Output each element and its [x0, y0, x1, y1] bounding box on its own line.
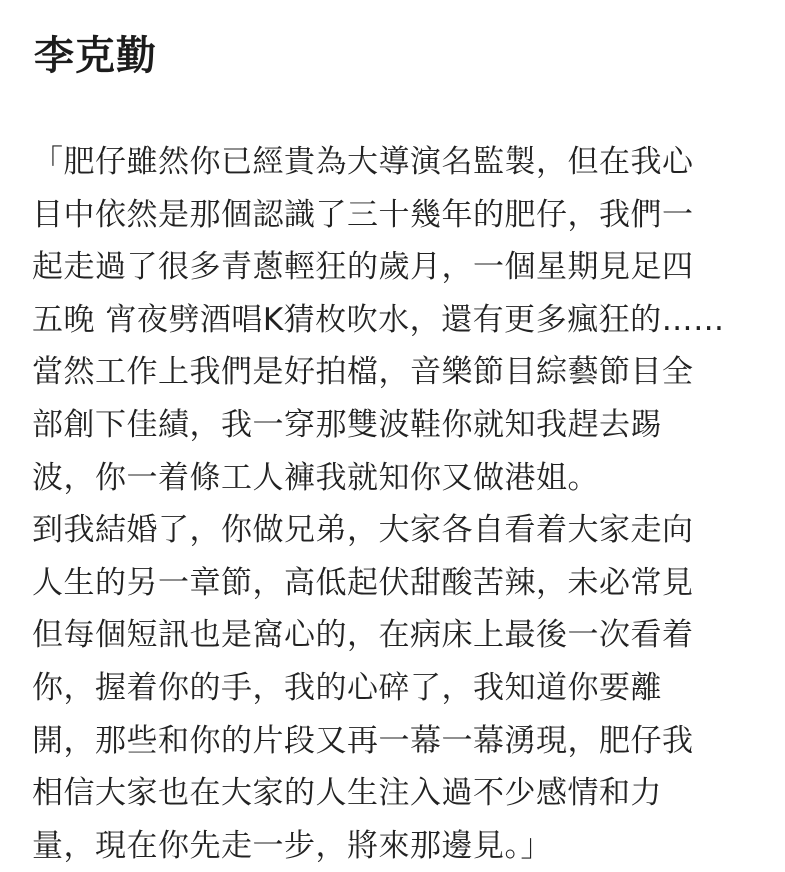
body-line: 起走過了很多青蔥輕狂的歲月，一個星期見足四	[32, 249, 694, 286]
article-body	[32, 136, 772, 872]
body-line: 「肥仔雖然你已經貴為大導演名監製，但在我心	[32, 144, 694, 180]
body-line: 部創下佳績，我一穿那雙波鞋你就知我趕去踢	[32, 406, 662, 443]
body-line: 目中依然是那個認識了三十幾年的肥仔，我們一	[32, 196, 694, 233]
body-line: 相信大家也在大家的人生注入過不少感情和力	[32, 775, 662, 812]
body-line: 當然工作上我們是好拍檔，音樂節目綜藝節目全	[32, 354, 694, 391]
body-line: 波，你一着條工人褲我就知你又做港姐。	[32, 459, 599, 496]
body-line: 到我結婚了，你做兄弟，大家各自看着大家走向	[32, 512, 694, 549]
body-line: 五晚 宵夜劈酒唱K猜枚吹水，還有更多瘋狂的……	[32, 301, 725, 338]
body-line: 你，握着你的手，我的心碎了，我知道你要離	[32, 669, 662, 706]
article-title: 李克勤	[34, 33, 157, 79]
body-line: 開，那些和你的片段又再一幕一幕湧現，肥仔我	[32, 722, 694, 759]
body-line: 但每個短訊也是窩心的，在病床上最後一次看着	[32, 617, 694, 654]
body-line: 人生的另一章節，高低起伏甜酸苦辣，未必常見	[32, 564, 694, 601]
body-line: 量，現在你先走一步，將來那邊見。」	[32, 827, 552, 864]
